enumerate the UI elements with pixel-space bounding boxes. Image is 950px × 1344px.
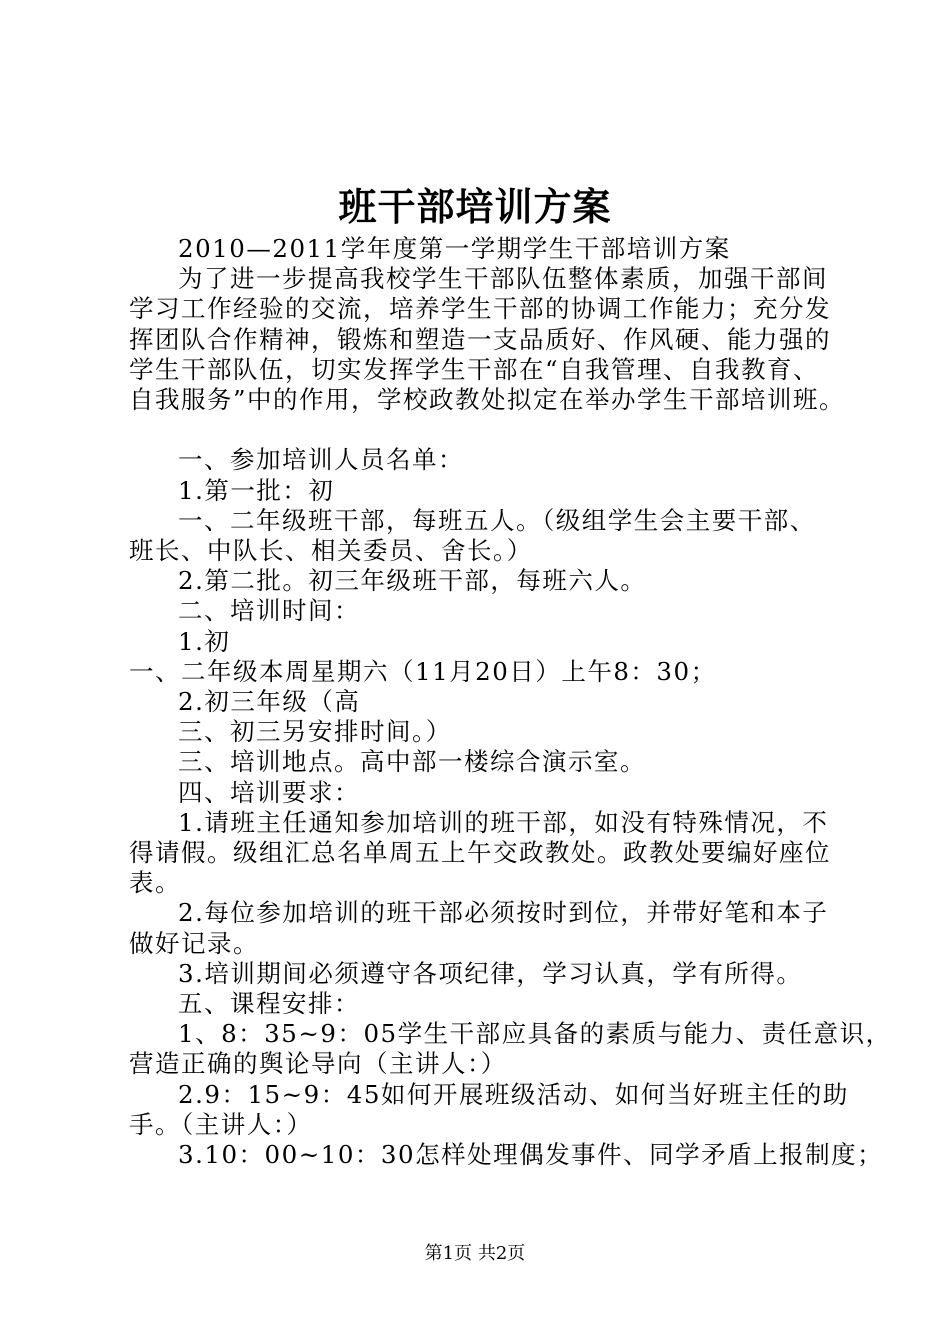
section-heading: 二、培训时间：: [178, 596, 360, 626]
page-footer: 第1页 共2页: [424, 1243, 526, 1264]
paragraph-line: 1.初: [178, 626, 231, 656]
paragraph-line: 手。（主讲人：）: [129, 1109, 313, 1139]
document-body: [129, 234, 892, 1170]
section-heading: 四、培训要求：: [178, 777, 360, 807]
paragraph-line: 一、二年级班干部，每班五人。（级组学生会主要干部、: [178, 505, 816, 535]
paragraph-line: 学生干部队伍，切实发挥学生干部在“自我管理、自我教育、: [129, 354, 820, 384]
paragraph-line: 表。: [129, 868, 181, 898]
paragraph-line: 营造正确的舆论导向（主讲人：）: [129, 1049, 507, 1079]
paragraph-line: 班长、中队长、相关委员、舍长。）: [129, 536, 533, 566]
document-title: 班干部培训方案: [338, 184, 612, 229]
section-heading: 三、培训地点。高中部一楼综合演示室。: [178, 747, 646, 777]
paragraph-line: 1、8：35~9：05学生干部应具备的素质与能力、责任意识，: [178, 1019, 892, 1049]
paragraph-line: 2.每位参加培训的班干部必须按时到位，并带好笔和本子: [178, 898, 829, 928]
section-heading: 五、课程安排：: [178, 989, 360, 1019]
paragraph-line: 学习工作经验的交流，培养学生干部的协调工作能力；充分发: [129, 294, 831, 324]
paragraph-line: 挥团队合作精神，锻炼和塑造一支品质好、作风硬、能力强的: [129, 324, 831, 354]
paragraph-line: 1.请班主任通知参加培训的班干部，如没有特殊情况，不: [178, 807, 829, 837]
paragraph-line: 2.初三年级（高: [178, 687, 361, 717]
paragraph-line: 为了进一步提高我校学生干部队伍整体素质，加强干部间: [178, 264, 828, 294]
paragraph-line: 3.10：00~10：30怎样处理偶发事件、同学矛盾上报制度；: [178, 1140, 884, 1170]
paragraph-line: 2.9：15~9：45如何开展班级活动、如何当好班主任的助: [178, 1079, 849, 1109]
paragraph-line: 得请假。级组汇总名单周五上午交政教处。政教处要编好座位: [129, 838, 831, 868]
paragraph-line: 三、初三另安排时间。）: [178, 717, 452, 747]
paragraph-line: 2.第二批。初三年级班干部，每班六人。: [178, 566, 647, 596]
paragraph-line: 做好记录。: [129, 928, 259, 958]
paragraph-line: 3.培训期间必须遵守各项纪律，学习认真，学有所得。: [178, 958, 803, 988]
paragraph-line: 1.第一批：初: [178, 475, 335, 505]
section-heading: 一、参加培训人员名单：: [178, 445, 464, 475]
subtitle-line: 2010—2011学年度第一学期学生干部培训方案: [178, 234, 731, 263]
paragraph-line: 自我服务”中的作用，学校政教处拟定在举办学生干部培训班。: [129, 385, 846, 415]
blank-line: [129, 415, 849, 445]
paragraph-line: 一、二年级本周星期六（11月20日）上午8：30；: [129, 656, 717, 686]
